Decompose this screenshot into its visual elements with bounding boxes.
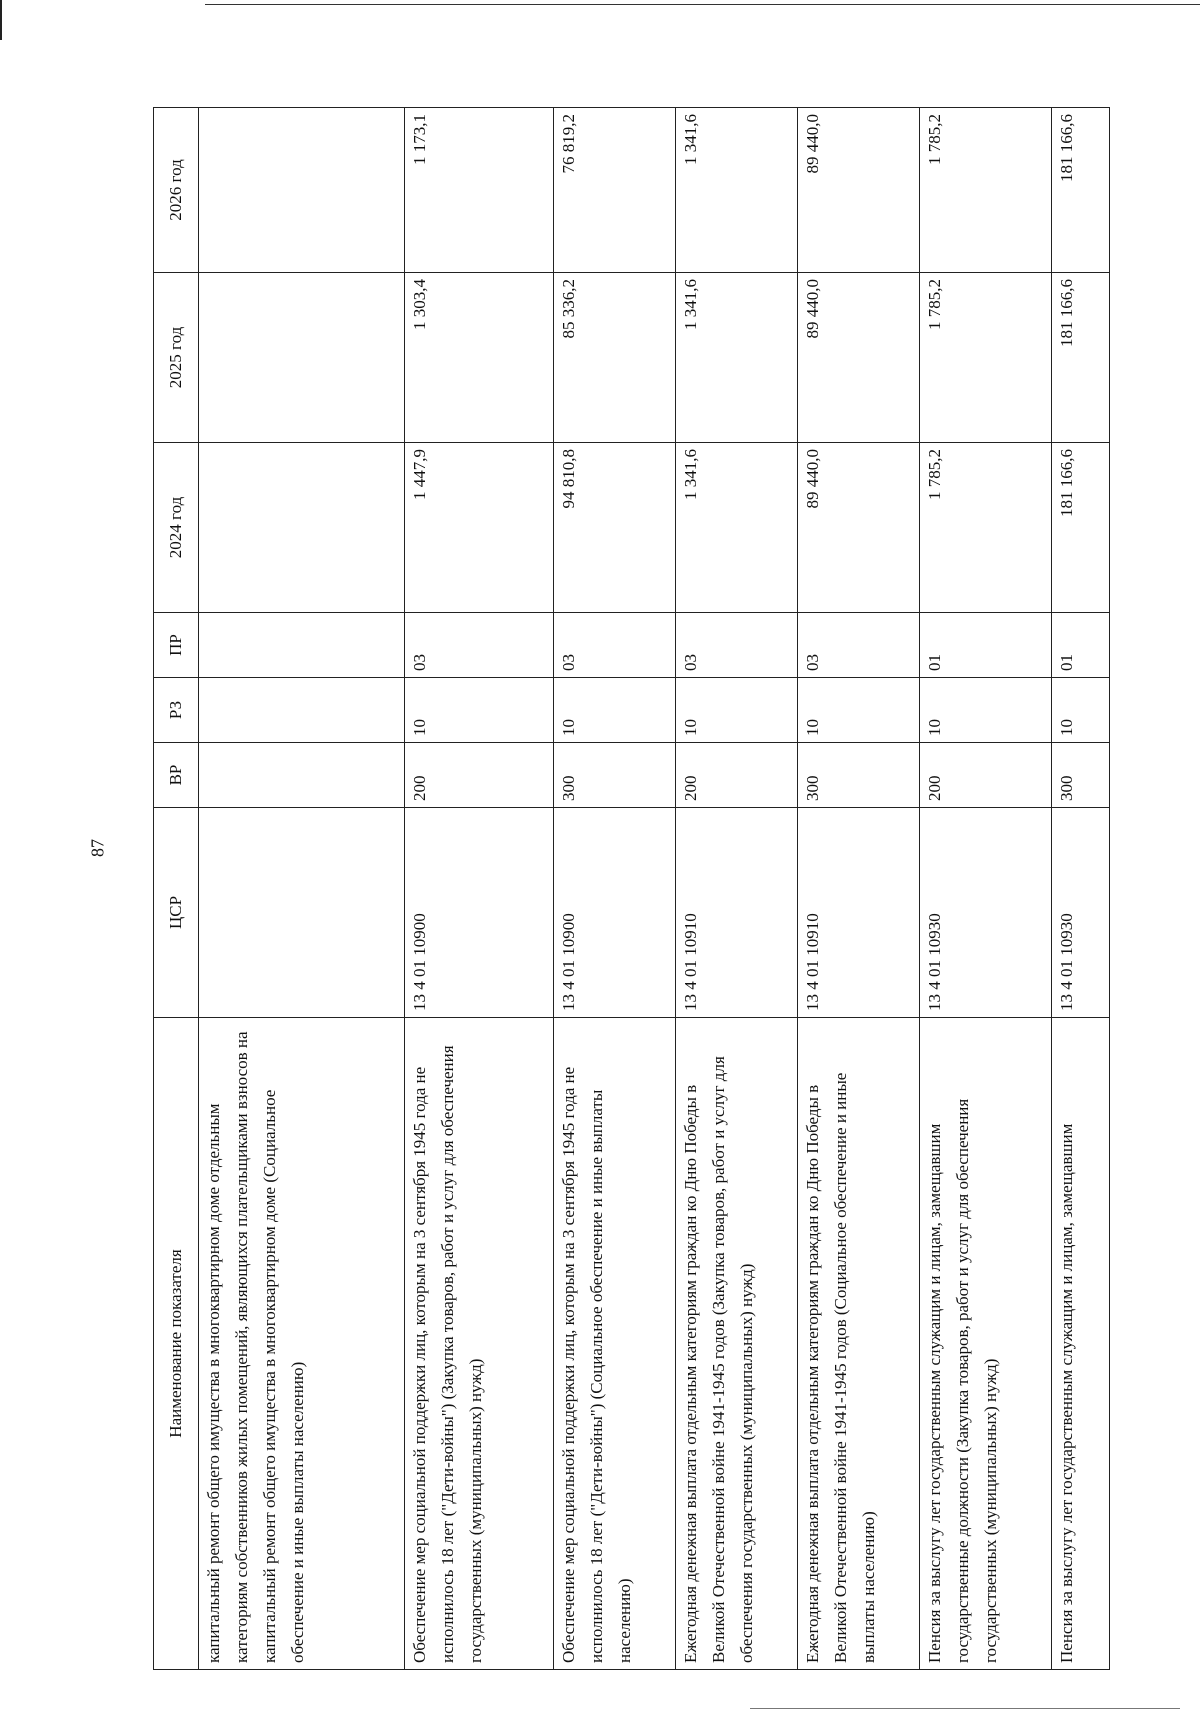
cell-2025: 1 303,4	[405, 273, 554, 443]
cell-csr: 13 4 01 10910	[676, 808, 798, 1018]
cell-pr: 03	[405, 613, 554, 678]
cell-csr: 13 4 01 10910	[798, 808, 920, 1018]
cell-2024: 89 440,0	[798, 443, 920, 613]
cell-csr: 13 4 01 10900	[554, 808, 676, 1018]
table-row	[199, 108, 405, 1670]
cell-vr	[199, 743, 405, 808]
cell-2026: 1 785,2	[920, 108, 1052, 273]
table-row	[405, 108, 554, 1670]
cell-2026	[199, 108, 405, 273]
cell-name: Пенсия за выслугу лет государственным служащим и лицам, замещавшим	[1052, 1018, 1110, 1670]
cell-2025: 89 440,0	[798, 273, 920, 443]
header-csr: ЦСР	[154, 808, 199, 1018]
cell-pr: 03	[798, 613, 920, 678]
cell-pr	[199, 613, 405, 678]
cell-vr: 200	[405, 743, 554, 808]
header-name: Наименование показателя	[154, 1018, 199, 1670]
cell-name: Ежегодная денежная выплата отдельным категориям граждан ко Дню Победы в Великой Отечественной войне 1941-1945 годов (Закупка товаров, работ и услуг для обеспечения государственных (муниципальных) нужд)	[676, 1018, 798, 1670]
cell-pr: 01	[920, 613, 1052, 678]
cell-csr: 13 4 01 10900	[405, 808, 554, 1018]
table-header-row	[154, 108, 199, 1670]
cell-vr: 200	[676, 743, 798, 808]
header-pr: ПР	[154, 613, 199, 678]
cell-name: капитальный ремонт общего имущества в многоквартирном доме отдельным категориям собственников жилых помещений, являющихся плательщиками взносов на капитальный ремонт общего имущества в многоквартирном доме (Социальное обеспечение и иные выплаты населению)	[199, 1018, 405, 1670]
cell-csr: 13 4 01 10930	[1052, 808, 1110, 1018]
header-2024: 2024 год	[154, 443, 199, 613]
cell-2026: 1 173,1	[405, 108, 554, 273]
table-row	[676, 108, 798, 1670]
cell-name: Пенсия за выслугу лет государственным служащим и лицам, замещавшим государственные должности (Закупка товаров, работ и услуг для обеспечения государственных (муниципальных) нужд)	[920, 1018, 1052, 1670]
cell-rz: 10	[405, 678, 554, 743]
cell-name: Обеспечение мер социальной поддержки лиц, которым на 3 сентября 1945 года не исполнилось 18 лет ("Дети-войны") (Закупка товаров, работ и услуг для обеспечения государственных (муниципальных) нужд)	[405, 1018, 554, 1670]
cell-rz: 10	[554, 678, 676, 743]
table-row	[554, 108, 676, 1670]
cell-2025: 1 341,6	[676, 273, 798, 443]
cell-rz: 10	[1052, 678, 1110, 743]
page-number: 87	[87, 839, 108, 857]
cell-2026: 89 440,0	[798, 108, 920, 273]
cell-2025	[199, 273, 405, 443]
cell-csr	[199, 808, 405, 1018]
cell-2024: 1 785,2	[920, 443, 1052, 613]
cell-2025: 85 336,2	[554, 273, 676, 443]
cell-rz: 10	[676, 678, 798, 743]
cell-pr: 03	[554, 613, 676, 678]
scan-edge-left	[0, 0, 2, 40]
header-vr: ВР	[154, 743, 199, 808]
cell-csr: 13 4 01 10930	[920, 808, 1052, 1018]
cell-2024: 94 810,8	[554, 443, 676, 613]
cell-vr: 300	[554, 743, 676, 808]
scan-edge-bottom	[750, 1708, 1180, 1709]
header-2025: 2025 год	[154, 273, 199, 443]
cell-rz: 10	[920, 678, 1052, 743]
cell-rz	[199, 678, 405, 743]
header-rz: РЗ	[154, 678, 199, 743]
budget-table	[153, 107, 1110, 1670]
budget-table-wrapper	[153, 108, 1157, 1670]
cell-2024: 1 341,6	[676, 443, 798, 613]
cell-pr: 03	[676, 613, 798, 678]
table-row	[1052, 108, 1110, 1670]
cell-2024: 1 447,9	[405, 443, 554, 613]
cell-name: Обеспечение мер социальной поддержки лиц, которым на 3 сентября 1945 года не исполнилось 18 лет ("Дети-войны") (Социальное обеспечение и иные выплаты населению)	[554, 1018, 676, 1670]
cell-2024: 181 166,6	[1052, 443, 1110, 613]
cell-2025: 181 166,6	[1052, 273, 1110, 443]
cell-vr: 300	[798, 743, 920, 808]
cell-name: Ежегодная денежная выплата отдельным категориям граждан ко Дню Победы в Великой Отечественной войне 1941-1945 годов (Социальное обеспечение и иные выплаты населению)	[798, 1018, 920, 1670]
header-2026: 2026 год	[154, 108, 199, 273]
table-row	[920, 108, 1052, 1670]
scan-edge-top	[205, 4, 1200, 5]
cell-2026: 76 819,2	[554, 108, 676, 273]
cell-2025: 1 785,2	[920, 273, 1052, 443]
cell-2024	[199, 443, 405, 613]
cell-vr: 300	[1052, 743, 1110, 808]
cell-pr: 01	[1052, 613, 1110, 678]
cell-rz: 10	[798, 678, 920, 743]
cell-2026: 1 341,6	[676, 108, 798, 273]
cell-2026: 181 166,6	[1052, 108, 1110, 273]
table-row	[798, 108, 920, 1670]
cell-vr: 200	[920, 743, 1052, 808]
